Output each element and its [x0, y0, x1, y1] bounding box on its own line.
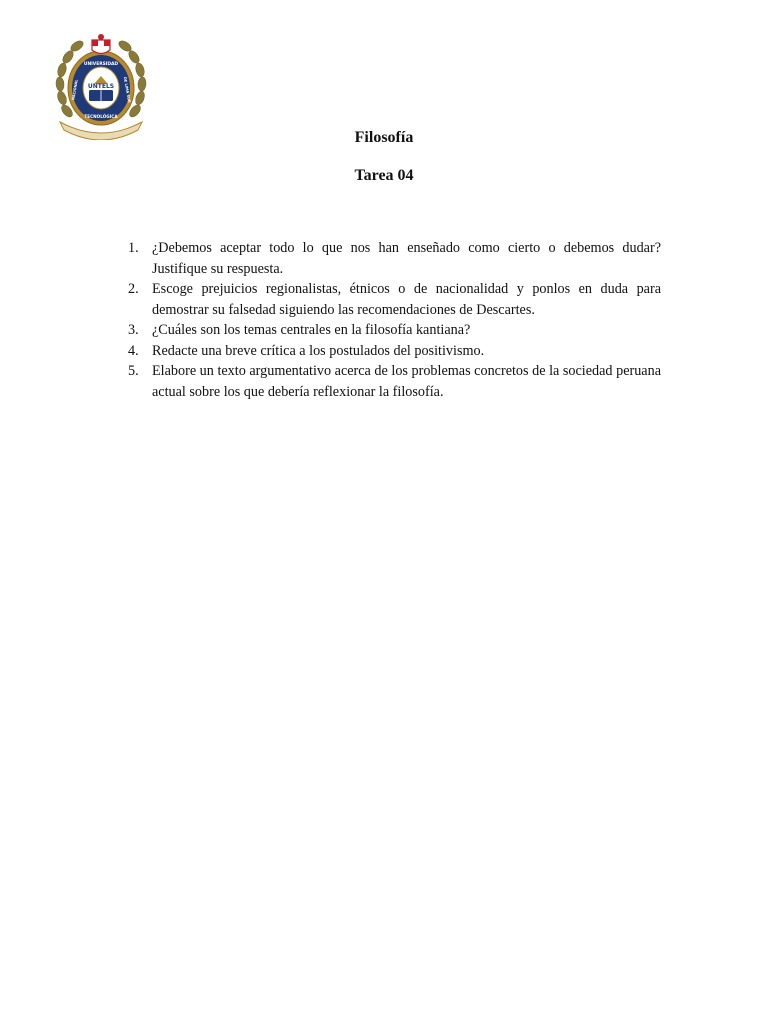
list-item-text: Escoge prejuicios regionalistas, étnicos o de nacionalidad y ponlos en duda para demostrar su falsedad siguiendo las recomendaciones de Descartes.	[152, 281, 661, 318]
list-item	[125, 238, 661, 279]
list-item	[125, 341, 661, 362]
coat-of-arms-icon	[92, 34, 110, 54]
list-item-number: 4.	[128, 342, 139, 359]
seal-text-right: DE LIMA SUR	[122, 76, 132, 104]
document-title: Filosofía	[354, 129, 414, 146]
document-subtitle: Tarea 04	[354, 167, 414, 184]
list-item	[125, 361, 661, 402]
seal-text-left: NACIONAL	[71, 79, 79, 101]
list-item-text: Elabore un texto argumentativo acerca de los problemas concretos de la sociedad peruana actual sobre los que debería reflexionar la filosofía.	[152, 363, 661, 400]
list-item	[125, 279, 661, 320]
list-item-number: 2.	[128, 281, 139, 297]
seal-graphic	[54, 26, 148, 140]
list-item-text: Redacte una breve crítica a los postulados del positivismo.	[152, 342, 485, 359]
list-item-text: ¿Debemos aceptar todo lo que nos han enseñado como cierto o debemos dudar? Justifique su respuesta.	[152, 240, 661, 277]
seal-text-top: UNIVERSIDAD	[83, 62, 119, 67]
university-seal-logo	[54, 26, 148, 140]
list-item-number: 5.	[128, 363, 139, 379]
seal-text-bottom: TECNOLÓGICA	[84, 114, 118, 119]
list-item-number: 1.	[128, 240, 139, 256]
list-item	[125, 320, 661, 341]
list-item-text: ¿Cuáles son los temas centrales en la filosofía kantiana?	[152, 322, 471, 338]
list-item-number: 3.	[128, 322, 139, 338]
task-list	[125, 238, 661, 402]
seal-text-center: UNTELS	[87, 83, 115, 90]
